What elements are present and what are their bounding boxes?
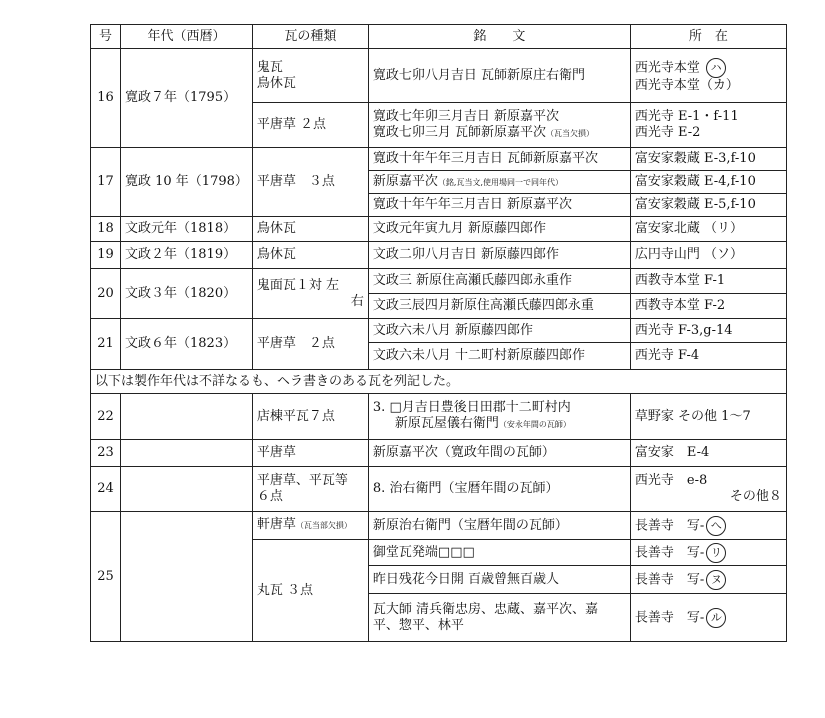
table-row	[91, 512, 787, 540]
location-cell: 西光寺 e-8 その他８	[630, 467, 786, 512]
table-row	[91, 148, 787, 171]
note-text: 以下は製作年代は不詳なるも、ヘラ書きのある瓦を列記した。	[91, 370, 787, 394]
row-number: 22	[91, 394, 121, 440]
era-cell: 文政２年（1819）	[121, 242, 253, 269]
location-cell: 西光寺本堂 ハ 西光寺本堂（カ）	[630, 49, 786, 103]
header-era: 年代（西暦）	[121, 25, 253, 49]
location-cell: 富安家穀蔵 E-3,f-10	[630, 148, 786, 171]
location-cell: 西光寺 F-3,g-14	[630, 319, 786, 343]
location-cell: 富安家穀蔵 E-5,f-10	[630, 194, 786, 217]
inscription-cell: 新原嘉平次（銘,瓦当文,使用場同一で同年代）	[368, 171, 630, 194]
header-location: 所 在	[630, 25, 786, 49]
inscription-cell: 文政三辰四月新原住高瀬氏藤四郎永重	[368, 294, 630, 319]
inscription-cell: 御堂瓦発端□□□	[368, 540, 630, 566]
era-cell: 寛政７年（1795）	[121, 49, 253, 148]
kind-cell: 鳥休瓦	[252, 242, 368, 269]
era-cell: 文政元年（1818）	[121, 217, 253, 242]
inscription-cell: 瓦大師 清兵衛忠房、忠蔵、嘉平次、嘉 平、惣平、林平	[368, 594, 630, 642]
tile-inscription-table	[90, 24, 787, 642]
location-cell: 富安家穀蔵 E-4,f-10	[630, 171, 786, 194]
inscription-cell: 寛政七卯八月吉日 瓦師新原庄右衛門	[368, 49, 630, 103]
header-inscription: 銘 文	[368, 25, 630, 49]
era-cell: 文政３年（1820）	[121, 269, 253, 319]
note-row	[91, 370, 787, 394]
location-cell: 富安家北蔵 （リ）	[630, 217, 786, 242]
header-row	[91, 25, 787, 49]
kind-cell: 店棟平瓦７点	[252, 394, 368, 440]
kind-cell: 平唐草 ２点	[252, 103, 368, 148]
row-number: 18	[91, 217, 121, 242]
inscription-cell: 新原嘉平次（寛政年間の瓦師）	[368, 440, 630, 467]
location-cell: 長善寺 写- ル	[630, 594, 786, 642]
inscription-cell: 文政二卯八月吉日 新原藤四郎作	[368, 242, 630, 269]
location-cell: 西光寺 E-1・f-11 西光寺 E-2	[630, 103, 786, 148]
table-row	[91, 49, 787, 103]
table-row	[91, 269, 787, 294]
kind-cell: 丸瓦 ３点	[252, 540, 368, 642]
kind-cell: 平唐草	[252, 440, 368, 467]
location-cell: 西教寺本堂 F-2	[630, 294, 786, 319]
row-number: 25	[91, 512, 121, 642]
location-cell: 長善寺 写- ヌ	[630, 566, 786, 594]
table-row	[91, 440, 787, 467]
inscription-cell: 文政六未八月 新原藤四郎作	[368, 319, 630, 343]
location-cell: 長善寺 写- へ	[630, 512, 786, 540]
table-row	[91, 394, 787, 440]
location-cell: 広円寺山門 （ソ）	[630, 242, 786, 269]
kind-cell: 鬼瓦 鳥休瓦	[252, 49, 368, 103]
inscription-cell: 文政三 新原住高瀬氏藤四郎永重作	[368, 269, 630, 294]
kind-cell: 軒唐草（瓦当部欠損）	[252, 512, 368, 540]
table-row	[91, 467, 787, 512]
kind-cell: 平唐草 ２点	[252, 319, 368, 370]
location-cell: 長善寺 写- リ	[630, 540, 786, 566]
era-cell	[121, 394, 253, 440]
kind-cell: 鳥休瓦	[252, 217, 368, 242]
header-kind: 瓦の種類	[252, 25, 368, 49]
era-cell	[121, 467, 253, 512]
circled-mark: ハ	[706, 58, 726, 78]
circled-mark: へ	[706, 516, 726, 536]
table-row	[91, 242, 787, 269]
kind-cell: 平唐草 ３点	[252, 148, 368, 217]
row-number: 23	[91, 440, 121, 467]
location-cell: 西教寺本堂 F-1	[630, 269, 786, 294]
row-number: 24	[91, 467, 121, 512]
era-cell	[121, 512, 253, 642]
row-number: 19	[91, 242, 121, 269]
circled-mark: ル	[706, 608, 726, 628]
location-cell: 富安家 E-4	[630, 440, 786, 467]
circled-mark: ヌ	[706, 570, 726, 590]
row-number: 21	[91, 319, 121, 370]
inscription-cell: 文政元年寅九月 新原藤四郎作	[368, 217, 630, 242]
kind-cell: 平唐草、平瓦等 ６点	[252, 467, 368, 512]
header-no: 号	[91, 25, 121, 49]
row-number: 16	[91, 49, 121, 148]
table-row	[91, 217, 787, 242]
era-cell: 文政６年（1823）	[121, 319, 253, 370]
inscription-cell: 寛政七年卯三月吉日 新原嘉平次 寛政七卯三月 瓦師新原嘉平次（瓦当欠損）	[368, 103, 630, 148]
inscription-cell: 3. □月吉日豊後日田郡十二町村内 新原瓦屋儀右衛門（安永年間の瓦師）	[368, 394, 630, 440]
row-number: 17	[91, 148, 121, 217]
kind-cell: 鬼面瓦１対 左 右	[252, 269, 368, 319]
table-row	[91, 319, 787, 343]
inscription-cell: 文政六未八月 十二町村新原藤四郎作	[368, 343, 630, 370]
era-cell: 寛政 10 年（1798）	[121, 148, 253, 217]
row-number: 20	[91, 269, 121, 319]
location-cell: 西光寺 F-4	[630, 343, 786, 370]
era-cell	[121, 440, 253, 467]
location-cell: 草野家 その他 1～7	[630, 394, 786, 440]
circled-mark: リ	[706, 543, 726, 563]
inscription-cell: 昨日残花今日開 百歳曾無百歳人	[368, 566, 630, 594]
inscription-cell: 寛政十年午年三月吉日 新原嘉平次	[368, 194, 630, 217]
inscription-cell: 寛政十年午年三月吉日 瓦師新原嘉平次	[368, 148, 630, 171]
inscription-cell: 8. 治右衛門（宝暦年間の瓦師）	[368, 467, 630, 512]
inscription-cell: 新原治右衛門（宝暦年間の瓦師）	[368, 512, 630, 540]
